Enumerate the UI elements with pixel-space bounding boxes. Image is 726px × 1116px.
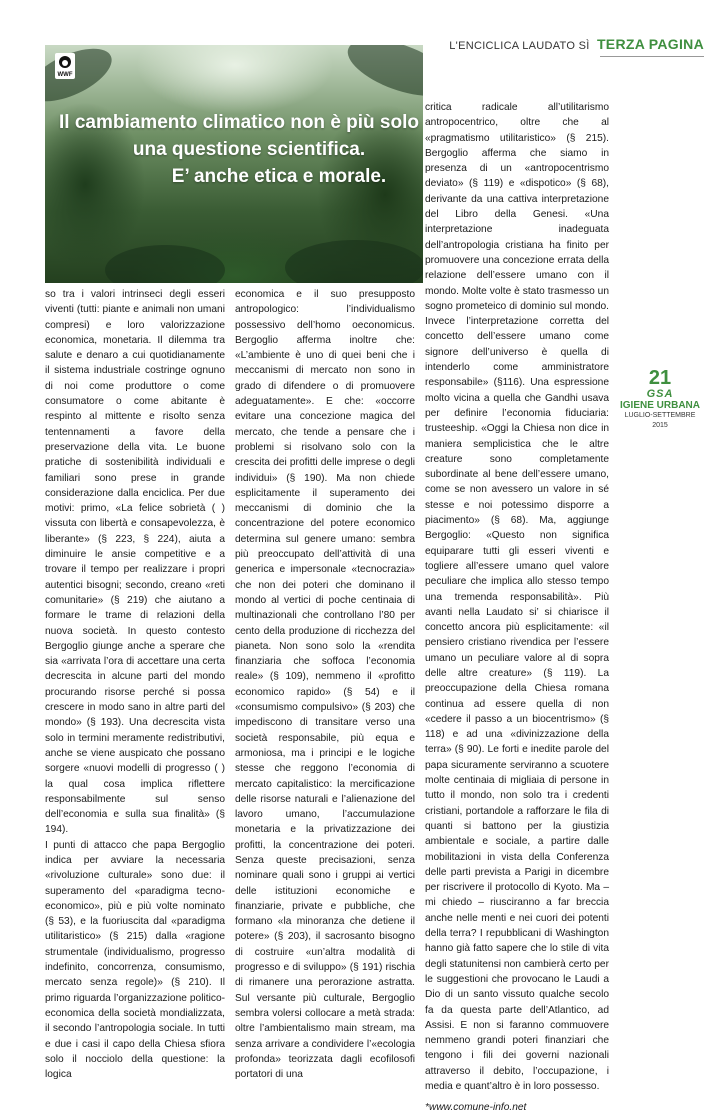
page-header [449, 36, 704, 52]
header-divider [600, 56, 704, 57]
photo-caption [45, 109, 423, 190]
publisher-logo: GSA [646, 388, 674, 400]
wwf-logo-text: WWF [57, 72, 73, 78]
paragraph: economica e il suo presupposto antropologico: l’individualismo possessivo dell’homo oeconomicus. Bergoglio afferma inoltre che: «L’ambiente è uno di quei beni che i meccanismi di mercato non sono in grado di difendere o di promuovere adeguatamente». E che: «occorre evitare una concezione magica del mercato, che tende a pensare che i problemi si risolvano solo con la crescita dei profitti delle imprese o degli individui» (§ 190). Ma non chiede esplicitamente il superamento dei meccanismi di dominio che la concentrazione del potere economico determina sul genere umano: sembra più preoccupato dell’attività di una generica e impersonale «tecnocrazia» che non dei poteri che dominano il mondo al vertici di poche centinaia di multinazionali che controllano l’80 per cento della produzione di ricchezza del pianeta. Non sono solo la «rendita finanziaria che soffoca l’economia reale» (§ 109), nemmeno il «profitto economico rapido» (§ 54) e il «consumismo compulsivo» (§ 203) che impediscono di transitare verso una società responsabile, più equa e armoniosa, ma i principi e le logiche stesse che reggono l’economia di mercato capitalistico: la mercificazione delle risorse naturali e l’alienazione del lavoro umano, l’accumulazione monetaria e la privatizzazione dei profitti, la concentrazione dei poteri. Senza queste precisazioni, senza nominare quali sono i gruppi ai vertici delle istituzioni economiche e finanziarie, private e pubbliche, che formano «la minoranza che detiene il potere» (§ 203), il sacrosanto bisogno di costruire «un’altra modalità di progresso e di sviluppo» (§ 191) rischia di rimanere una perorazione astratta. Sul versante più culturale, Bergoglio sembra volersi collocare a metà strada: oltre l’ambientalismo main stream, ma senza arrivare a condividere l’«ecologia profonda» teorizzata dagli ecofilosofi portatori di una [235, 289, 415, 1081]
magazine-name: IGIENE URBANA [620, 400, 701, 411]
issue-date: LUGLIO-SETTEMBRE 2015 [624, 412, 696, 429]
caption-line-3: E’ anche etica e morale. [171, 166, 387, 187]
paragraph: critica radicale all’utilitarismo antropocentrico, oltre che al «pragmatismo utilitaristico» (§ 215). Bergoglio afferma che siamo in presenza di un «antropocentrismo deviato» (§ 119) e «dispotico» (§ 68), derivante da una cattiva interpretazione del Libro della Genesi. «Una interpretazione inadeguata dell’antropologia cristiana ha finito per promuovere una concezione errata della relazione dell’essere umano con il mondo. Molte volte è stato trasmesso un sogno prometeico di dominio sul mondo. Invece l’interpretazione corretta del concetto dell’essere umano come signore dell’universo è quella di intenderlo come amministratore responsabile» (§116). Una espressione molto vicina a quella che Gandhi usava per definire l’economia fiduciaria: trusteeship. «Oggi la Chiesa non dice in maniera semplicistica che le altre creature sono completamente subordinate al bene dell’essere umano, come se non avessero un valore in sé stesse e noi potessimo disporre a piacimento» (§ 68). Ma, aggiunge Bergoglio: «Questo non significa equiparare tutti gli esseri viventi e togliere all’essere umano quel valore peculiare che implica allo stesso tempo una tremenda responsabilità». Più avanti nella Laudato si’ si chiarisce il concetto ancora più esplicitamente: «il pensiero cristiano rivendica per l’essere umano un peculiare valore al di sopra delle altre creature» (§ 119). La preoccupazione della Chiesa romana continua ad essere quella di non «cedere il passo a un biocentrismo» (§ 118) e ad una «divinizzazione della terra» (§ 90). Le forti e inedite parole del papa sicuramente serviranno a scuotere molte centinaia di migliaia di persone in tutto il mondo, non solo tra i credenti cristiani, portandole a rafforzare le fila di quanti si battono per la giustizia ambientale e sociale, a partire dalle mobilitazioni in vista della Conferenza delle parti prevista a Parigi in dicembre per riscrivere il protocollo di Kyoto. Ma – mi chiedo – riusciranno a far breccia anche nelle menti e nei cuori dei potenti della terra? I repubblicani di Washington hanno già fatto sapere che lo stile di vita degli statunitensi non cambierà certo per le suggestioni che provocano le Laudi a Dio di un santo vissuto qualche secolo fa da questa parte dell’Atlantico, ad Assisi. E non si faranno commuovere nemmeno grandi poteri finanziari che tengono i fili dei governi nazionali attraverso il debito, l’occupazione, i media e quant’altro è in loro possesso. [425, 102, 609, 1092]
page-number: 21 [648, 367, 672, 389]
caption-line-2: una questione scientifica. [132, 139, 366, 160]
page-info-sidebar [620, 368, 700, 431]
caption-line-1: Il cambiamento climatico non è più solo [58, 112, 419, 133]
text-column-2 [235, 287, 415, 1082]
text-column-3 [425, 100, 609, 1116]
header-section: TERZA PAGINA [596, 36, 704, 52]
forest-photo [45, 45, 423, 283]
header-title: L'ENCICLICA LAUDATO SÌ [449, 40, 590, 52]
wwf-panda-logo [55, 53, 75, 79]
paragraph: so tra i valori intrinseci degli esseri viventi (tutti: piante e animali non umani compresi) e loro valorizzazione economica, monetaria. Il dilemma tra salute e denaro a cui quotidianamente il sistema industriale costringe ognuno di noi come produttore o come consumatore o come abitante è respinto al mittente e risolto senza tentennamenti a favore della preservazione della vita. Le buone pratiche di sostenibilità individuali e familiari sono prese in grande considerazione dalla enciclica. Per due motivi: primo, «La felice sobrietà ( ) vissuta con libertà e consapevolezza, è liberante» (§ 223, § 224), aiuta a diminuire le ansie competitive e a trovare il tempo per realizzare i propri autentici bisogni; secondo, creano «reti comunitarie» (§ 219) che aiutano a formare le trame di relazioni della nuova società. In questo contesto Bergoglio giunge anche a sperare che sia «arrivata l’ora di accettare una certa decrescita in alcune parti del mondo procurando risorse perché si possa crescere in modo sano in altre parti del mondo» (§ 193). Una decrescita vista solo in termini meramente redistributivi, anche se viene auspicato che possano sorgere «nuovi modelli di progresso ( ) la qual cosa implica riflettere responsabilmente sul senso dell’economia e sulla sua finalità» (§ 194). [45, 289, 225, 836]
source-footnote: *www.comune-info.net [425, 1102, 527, 1114]
text-column-1 [45, 287, 225, 1082]
paragraph: I punti di attacco che papa Bergoglio indica per avviare la necessaria «rivoluzione culturale» sono due: il superamento del «paradigma tecno-economico», più e più volte nominato (§ 53), e la fuoriuscita dal «paradigma utilitaristico» (§ 215) dalla «ragione strumentale (individualismo, progresso indefinito, concorrenza, consumismo, mercato senza regole)» (§ 210). Il primo riguarda l’organizzazione politico-economica della società mondializzata, il secondo l’antropologia sociale. In tutti e due i casi il capo della Chiesa sfiora solo il nocciolo della questione: la logica [45, 839, 225, 1081]
